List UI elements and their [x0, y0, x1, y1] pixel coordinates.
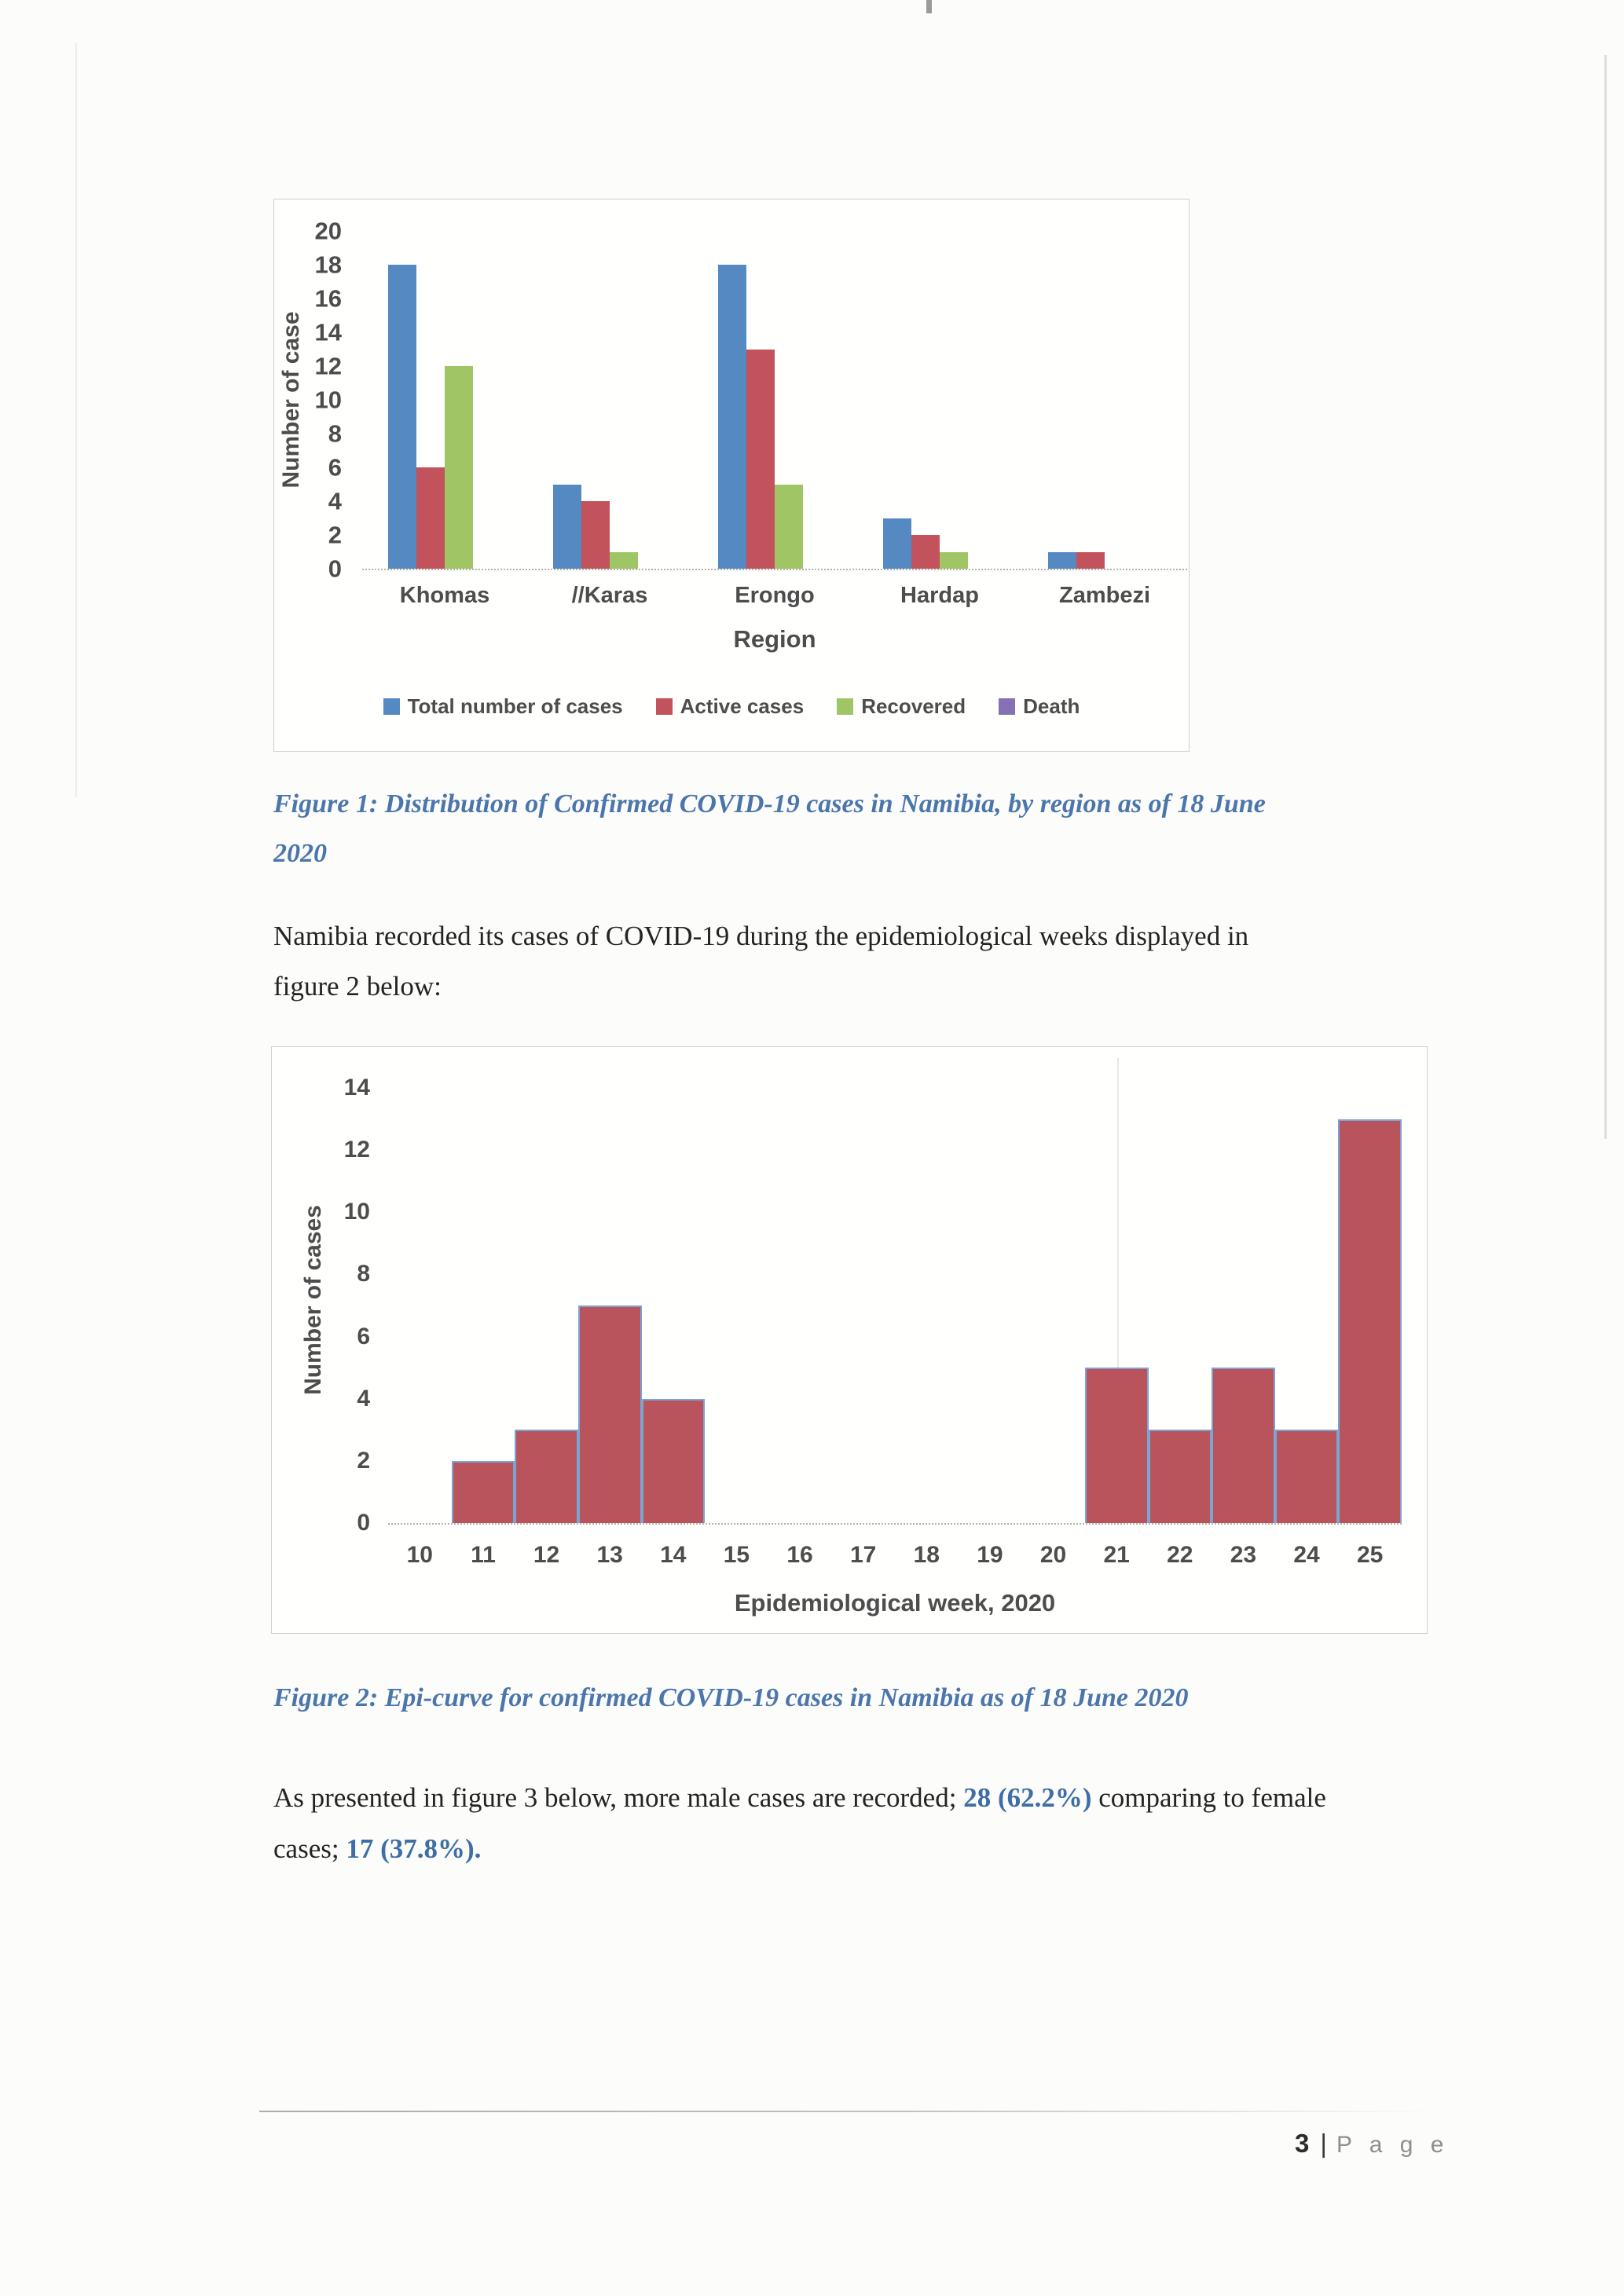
- epi-bar-week-23: [1212, 1368, 1275, 1523]
- chart2-y-tick-label: 10: [343, 1199, 370, 1225]
- bar-total-number-of-cases: [1048, 552, 1076, 569]
- male-cases-stat: 28 (62.2%): [963, 1782, 1092, 1813]
- chart2-y-tick-label: 4: [357, 1385, 370, 1412]
- paragraph2-text: cases;: [273, 1833, 346, 1864]
- scan-artifact-left-line: [75, 43, 77, 797]
- epi-bar-week-22: [1149, 1430, 1212, 1523]
- bar-total-number-of-cases: [388, 265, 416, 569]
- legend-label: Total number of cases: [407, 694, 623, 718]
- chart2-x-axis-title: Epidemiological week, 2020: [734, 1589, 1056, 1617]
- legend-item: [656, 694, 805, 719]
- legend-swatch: [837, 698, 853, 715]
- page-footer: [1295, 2129, 1449, 2159]
- bar-total-number-of-cases: [883, 518, 911, 569]
- bar-recovered: [445, 366, 473, 569]
- body-paragraph1-line2: figure 2 below:: [273, 971, 442, 1002]
- chart2-bar-slot: [515, 1088, 578, 1523]
- body-paragraph1-line1: Namibia recorded its cases of COVID-19 during the epidemiological weeks displayed in: [273, 921, 1249, 951]
- chart2-bar-slot: [1275, 1088, 1339, 1523]
- chart1-y-tick-label: 6: [328, 453, 342, 482]
- legend-label: Active cases: [680, 694, 805, 718]
- epi-bar-week-24: [1275, 1430, 1339, 1523]
- chart1-y-tick-label: 14: [314, 318, 342, 346]
- chart1-y-tick-label: 16: [314, 284, 342, 313]
- chart2-bar-slot: [831, 1088, 895, 1523]
- chart1-y-tick-label: 2: [328, 521, 342, 549]
- legend-item: [383, 694, 623, 719]
- chart1-bar-group: [857, 231, 1022, 569]
- epi-bar-week-25: [1338, 1119, 1402, 1523]
- chart2-x-tick-label: 25: [1357, 1542, 1384, 1568]
- paragraph2-text: comparing to female: [1091, 1782, 1326, 1813]
- chart1-y-tick-label: 4: [328, 487, 342, 515]
- bar-active-cases: [416, 467, 445, 569]
- chart2-bar-slot: [1021, 1088, 1085, 1523]
- chart2-bar-slot: [388, 1088, 452, 1523]
- chart2-x-tick-label: 14: [660, 1542, 687, 1568]
- chart1-legend: [274, 694, 1189, 719]
- legend-swatch: [999, 698, 1015, 715]
- scan-artifact-right-line: [1604, 55, 1607, 1139]
- chart2-y-tick-label: 14: [343, 1075, 370, 1100]
- chart2-x-tick-label: 21: [1103, 1542, 1130, 1568]
- chart2-y-tick-label: 12: [343, 1137, 370, 1163]
- bar-active-cases: [581, 501, 610, 569]
- chart2-bar-slot: [1149, 1088, 1212, 1523]
- legend-swatch: [656, 698, 673, 715]
- chart1-y-tick-label: 8: [328, 419, 342, 448]
- legend-label: Death: [1023, 694, 1080, 718]
- chart2-bar-slot: [768, 1088, 832, 1523]
- bar-recovered: [940, 552, 968, 569]
- figure1-caption-line2: 2020: [273, 839, 327, 868]
- chart2-plot: [388, 1088, 1402, 1525]
- chart1-y-tick-label: 18: [314, 251, 342, 279]
- legend-swatch: [383, 698, 400, 715]
- epi-bar-week-14: [642, 1399, 706, 1523]
- chart2-bar-slot: [578, 1088, 642, 1523]
- chart1-x-ticks: [362, 583, 1187, 609]
- chart2-bar-slot: [1338, 1088, 1402, 1523]
- legend-label: Recovered: [861, 694, 966, 718]
- figure1-chart: [273, 199, 1190, 752]
- epi-bar-week-11: [452, 1461, 515, 1523]
- epi-bar-week-13: [578, 1305, 642, 1523]
- chart2-y-tick-label: 2: [357, 1447, 370, 1474]
- footer-rule: [259, 2111, 1447, 2112]
- chart2-x-tick-label: 16: [786, 1542, 813, 1568]
- bar-recovered: [775, 485, 803, 569]
- bar-active-cases: [746, 350, 775, 569]
- chart1-bar-group: [527, 231, 692, 569]
- chart2-x-tick-label: 11: [471, 1542, 496, 1568]
- bar-active-cases: [911, 535, 940, 569]
- paragraph2-text: As presented in figure 3 below, more male cases are recorded;: [273, 1782, 964, 1813]
- chart2-bar-slot: [642, 1088, 706, 1523]
- chart2-x-tick-label: 15: [723, 1542, 750, 1568]
- chart1-x-tick-label: //Karas: [571, 583, 648, 608]
- chart2-x-tick-label: 19: [977, 1542, 1003, 1568]
- bar-total-number-of-cases: [553, 485, 581, 569]
- chart1-bar-group: [362, 231, 527, 569]
- footer-page-number: 3: [1295, 2129, 1310, 2158]
- body-paragraph2-line1: [273, 1782, 1326, 1814]
- chart1-x-tick-label: Zambezi: [1058, 583, 1151, 608]
- chart2-x-tick-label: 18: [913, 1542, 940, 1568]
- chart2-x-tick-label: 10: [406, 1542, 433, 1568]
- chart2-x-tick-label: 23: [1230, 1542, 1257, 1568]
- chart2-y-tick-label: 0: [357, 1510, 370, 1536]
- chart2-bar-slot: [895, 1088, 959, 1523]
- footer-separator: |: [1320, 2129, 1327, 2158]
- chart1-y-tick-label: 0: [328, 555, 342, 583]
- chart2-x-tick-label: 12: [533, 1542, 560, 1568]
- chart1-y-axis-title: Number of case: [278, 311, 304, 489]
- chart1-x-tick-label: Khomas: [399, 583, 490, 608]
- chart2-y-tick-label: 8: [357, 1261, 370, 1287]
- bar-total-number-of-cases: [718, 265, 746, 569]
- chart1-y-tick-label: 12: [314, 352, 342, 380]
- chart2-x-ticks: [388, 1542, 1402, 1569]
- bar-recovered: [610, 552, 638, 569]
- chart2-bar-slot: [1085, 1088, 1149, 1523]
- chart2-bar-slot: [1212, 1088, 1275, 1523]
- chart2-x-tick-label: 22: [1167, 1542, 1193, 1568]
- epi-bar-week-12: [515, 1430, 578, 1523]
- epi-bar-week-21: [1085, 1368, 1149, 1523]
- chart2-bar-slot: [705, 1088, 768, 1523]
- bar-active-cases: [1076, 552, 1105, 569]
- chart2-bar-slot: [452, 1088, 515, 1523]
- chart2-x-tick-label: 24: [1293, 1542, 1320, 1568]
- chart1-x-axis-title: Region: [733, 625, 816, 653]
- legend-item: [837, 694, 966, 719]
- chart1-x-tick-label: Hardap: [900, 583, 979, 608]
- chart2-x-tick-label: 17: [850, 1542, 877, 1568]
- chart1-bar-group: [1022, 231, 1187, 569]
- female-cases-stat: 17 (37.8%).: [346, 1833, 482, 1864]
- body-paragraph2-line2: [273, 1833, 481, 1865]
- chart1-x-tick-label: Erongo: [735, 583, 815, 608]
- figure2-chart: [271, 1046, 1428, 1634]
- chart1-y-tick-label: 20: [314, 217, 342, 245]
- chart2-y-axis-title: Number of cases: [300, 1205, 326, 1395]
- chart2-x-tick-label: 13: [596, 1542, 623, 1568]
- scan-artifact-top-tick: [926, 0, 932, 13]
- chart1-y-tick-label: 10: [314, 386, 342, 414]
- footer-page-word: P a g e: [1336, 2132, 1450, 2158]
- chart2-y-tick-label: 6: [357, 1323, 370, 1349]
- chart2-x-tick-label: 20: [1039, 1542, 1067, 1568]
- figure2-caption: Figure 2: Epi-curve for confirmed COVID-19 cases in Namibia as of 18 June 2020: [273, 1683, 1189, 1712]
- chart1-plot: [362, 231, 1187, 570]
- figure1-caption-line1: Figure 1: Distribution of Confirmed COVID-19 cases in Namibia, by region as of 18 June: [273, 789, 1266, 818]
- chart2-bar-slot: [959, 1088, 1022, 1523]
- chart1-bar-group: [692, 231, 857, 569]
- legend-item: [999, 694, 1080, 719]
